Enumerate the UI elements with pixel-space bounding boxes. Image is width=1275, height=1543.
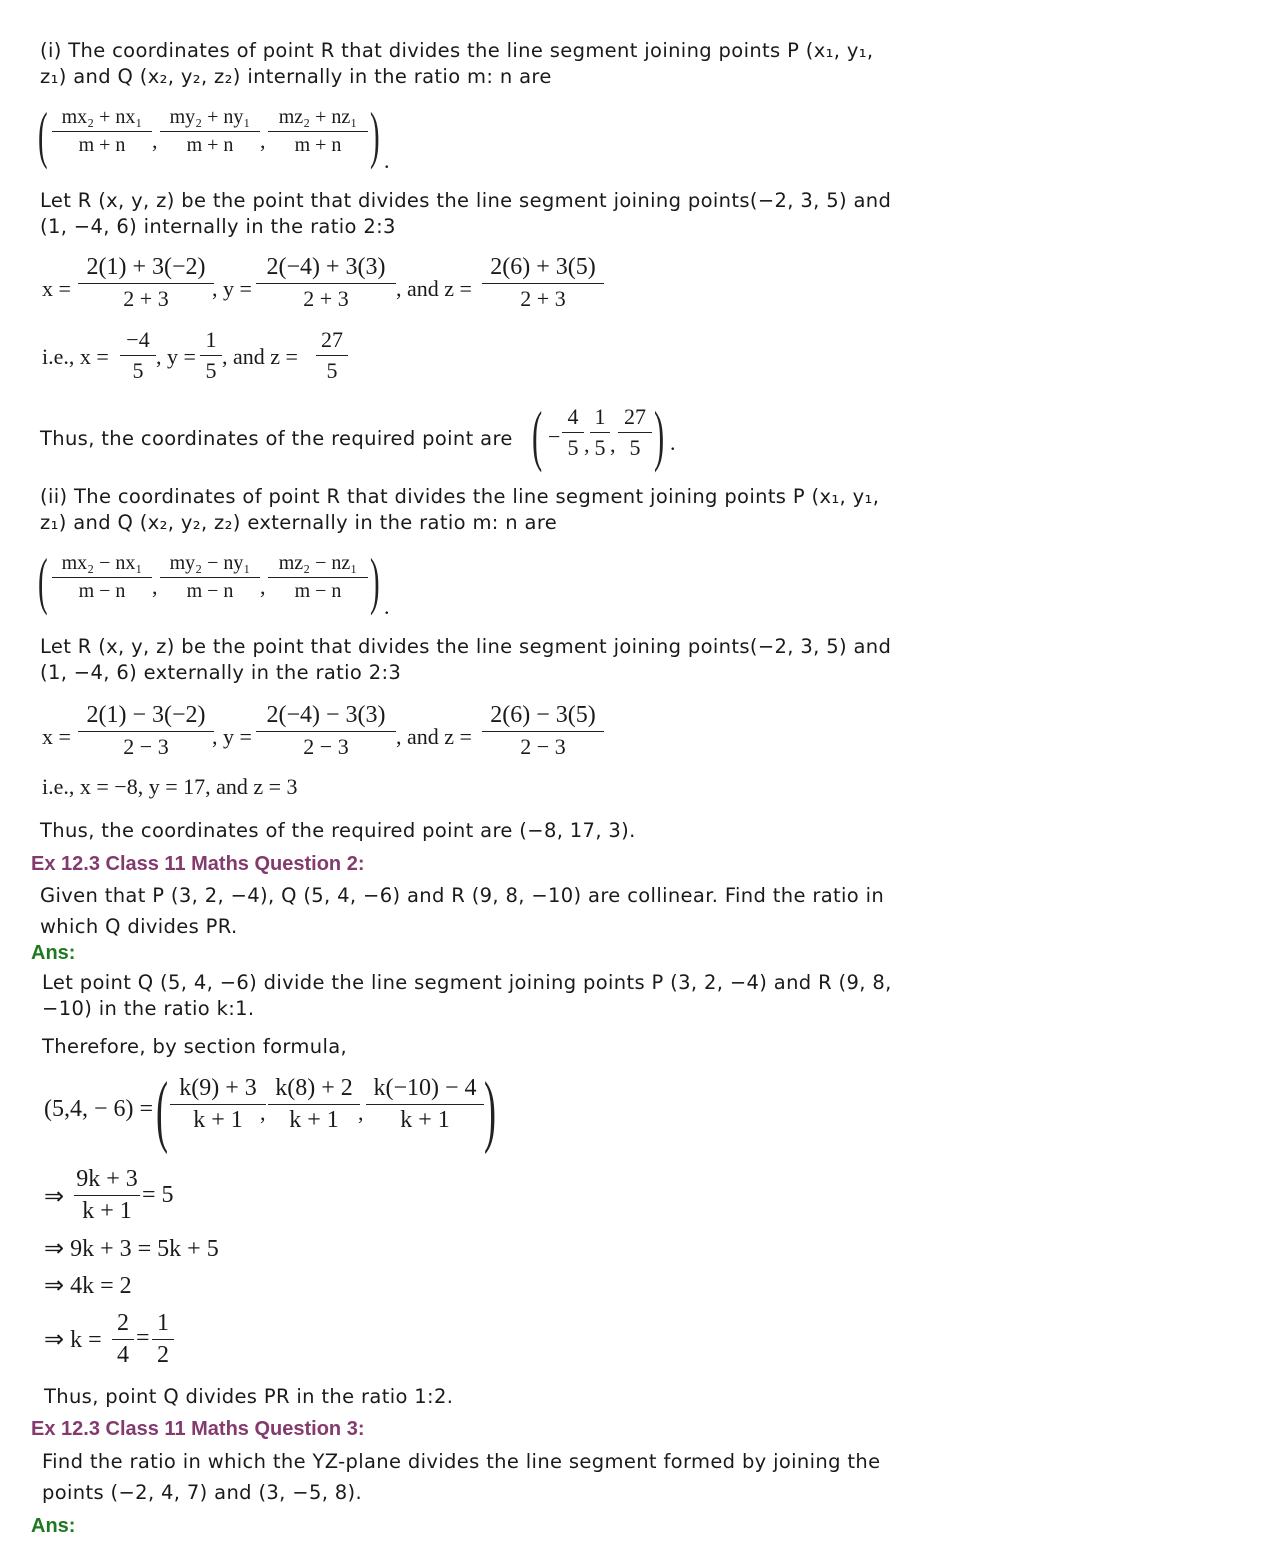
part1-intro-line1: (i) The coordinates of point R that divides the line segment joining points P (x₁, y₁, [40, 39, 874, 62]
part2-let-line1: Let R (x, y, z) be the point that divides the line segment joining points(−2, 3, 5) and [40, 635, 892, 658]
q2-question-line2: which Q divides PR. [40, 915, 238, 938]
step1-rhs: = 5 [142, 1182, 174, 1208]
arrow-icon: ⇒ [44, 1184, 65, 1210]
right-paren: ) [370, 99, 380, 170]
part2-result-text: Thus, the coordinates of the required point are (−8, 17, 3). [40, 819, 636, 842]
q2-step3: ⇒ 4k = 2 [44, 1273, 132, 1299]
part1-let-line2: (1, −4, 6) internally in the ratio 2:3 [40, 215, 396, 238]
calc2-z-frac: 2(6) − 3(5) 2 − 3 [482, 702, 604, 760]
ie-y-label: , y = [156, 344, 196, 369]
ie-z-label: , and z = [222, 344, 298, 369]
q2-let-line1: Let point Q (5, 4, −6) divide the line segment joining points P (3, 2, −4) and R (9, 8, [42, 971, 892, 994]
q2-therefore: Therefore, by section formula, [42, 1035, 348, 1058]
formula1-frac-z: mz₂ + nz₁ m + n [268, 106, 368, 157]
q3-heading: Ex 12.3 Class 11 Maths Question 3: [31, 1418, 365, 1440]
formula1-frac-y: my₂ + ny₁ m + n [160, 106, 260, 157]
q3-question-line2: points (−2, 4, 7) and (3, −5, 8). [42, 1481, 363, 1504]
result-frac-1: 4 5 [562, 404, 584, 461]
calc2-x-label: x = [42, 724, 71, 749]
part2-intro-line1: (ii) The coordinates of point R that divides the line segment joining points P (x₁, y₁, [40, 485, 880, 508]
eq-frac-3: k(−10) − 4 k + 1 [366, 1075, 484, 1134]
step4-frac-1: 2 4 [112, 1310, 134, 1369]
part2-let-line2: (1, −4, 6) externally in the ratio 2:3 [40, 661, 402, 684]
part2-intro-line2: z₁) and Q (x₂, y₂, z₂) externally in the ratio m: n are [40, 511, 558, 534]
part2-ie: i.e., x = −8, y = 17, and z = 3 [42, 774, 298, 799]
ie-prefix: i.e., x = [42, 344, 109, 369]
q2-question-line1: Given that P (3, 2, −4), Q (5, 4, −6) and R (9, 8, −10) are collinear. Find the ratio in [40, 884, 885, 907]
q2-let-line2: −10) in the ratio k:1. [42, 997, 255, 1020]
calc2-x-frac: 2(1) − 3(−2) 2 − 3 [78, 702, 214, 760]
calc-z-frac: 2(6) + 3(5) 2 + 3 [482, 254, 604, 312]
calc-y-frac: 2(−4) + 3(3) 2 + 3 [256, 254, 396, 312]
formula2-frac-y: my₂ − ny₁ m − n [160, 552, 260, 603]
eq-frac-1: k(9) + 3 k + 1 [170, 1075, 266, 1134]
part1-let-line1: Let R (x, y, z) be the point that divides the line segment joining points(−2, 3, 5) and [40, 189, 892, 212]
ie-x-frac: −4 5 [120, 327, 156, 384]
eq-frac-2: k(8) + 2 k + 1 [268, 1075, 360, 1134]
part1-intro-line2: z₁) and Q (x₂, y₂, z₂) internally in the ratio m: n are [40, 65, 552, 88]
left-paren: ( [38, 99, 48, 170]
calc-y-label: , y = [212, 276, 252, 301]
q3-ans-label: Ans: [31, 1515, 76, 1537]
q2-ans-label: Ans: [31, 942, 76, 964]
step4-frac-2: 1 2 [152, 1310, 174, 1369]
ie-y-frac: 1 5 [200, 327, 222, 384]
calc-x-frac: 2(1) + 3(−2) 2 + 3 [78, 254, 214, 312]
result-frac-2: 1 5 [590, 404, 610, 461]
ie-z-frac: 27 5 [316, 327, 348, 384]
q2-step2: ⇒ 9k + 3 = 5k + 5 [44, 1236, 219, 1262]
q2-heading: Ex 12.3 Class 11 Maths Question 2: [31, 853, 365, 875]
calc2-y-frac: 2(−4) − 3(3) 2 − 3 [256, 702, 396, 760]
step4-eq: = [136, 1325, 150, 1351]
step1-frac: 9k + 3 k + 1 [74, 1166, 140, 1225]
q3-question-line1: Find the ratio in which the YZ-plane divides the line segment formed by joining the [42, 1450, 881, 1473]
eq-lhs: (5,4, − 6) = [44, 1096, 154, 1122]
formula2-frac-z: mz₂ − nz₁ m − n [268, 552, 368, 603]
calc-z-label: , and z = [396, 276, 472, 301]
calc2-z-label: , and z = [396, 724, 472, 749]
formula1-frac-x: mx₂ + nx₁ m + n [52, 106, 152, 157]
formula2-frac-x: mx₂ − nx₁ m − n [52, 552, 152, 603]
result-minus: − [548, 424, 561, 449]
calc2-y-label: , y = [212, 724, 252, 749]
step4-prefix: ⇒ k = [44, 1327, 102, 1353]
part1-result-text: Thus, the coordinates of the required point are [40, 427, 513, 450]
q2-conclusion: Thus, point Q divides PR in the ratio 1:2. [44, 1385, 454, 1408]
result-frac-3: 27 5 [618, 404, 652, 461]
calc-x-label: x = [42, 276, 71, 301]
